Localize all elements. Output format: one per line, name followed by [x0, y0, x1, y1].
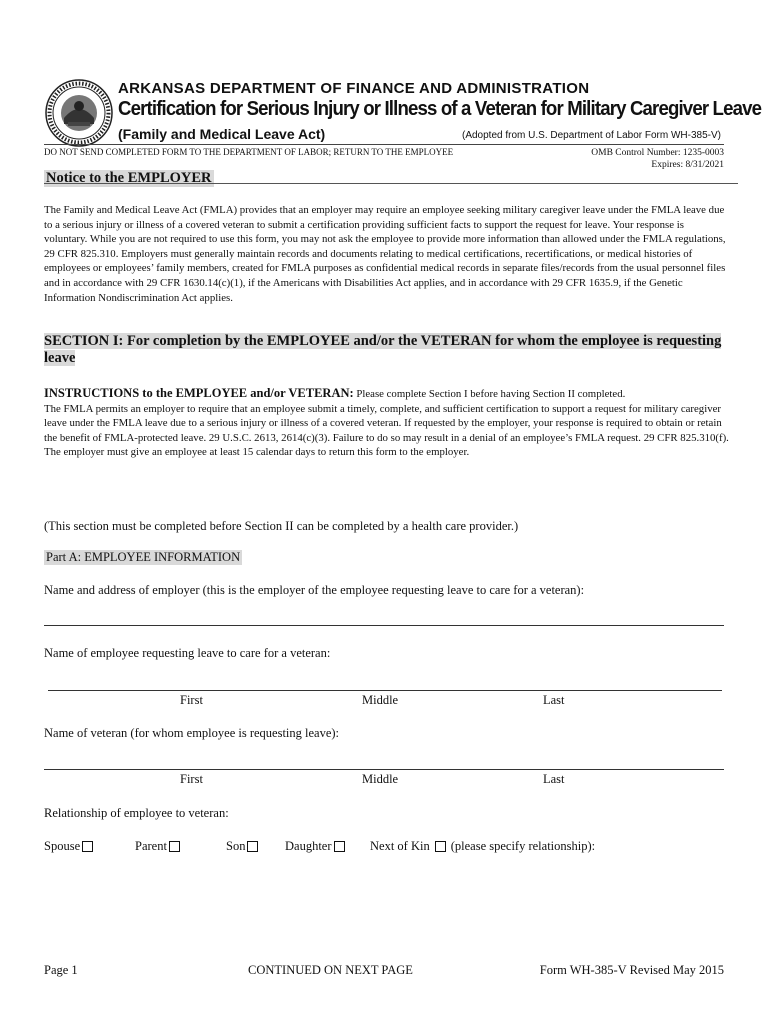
specify-note: (please specify relationship): [450, 839, 596, 853]
option-spouse[interactable] [44, 839, 93, 854]
instructions-first-line: Please complete Section I before having Section II completed. [353, 388, 626, 400]
agency-name: ARKANSAS DEPARTMENT OF FINANCE AND ADMINISTRATION [118, 80, 590, 97]
page-number: Page 1 [44, 963, 78, 977]
notice-heading: Notice to the EMPLOYER [46, 170, 212, 186]
employee-name-question: Name of employee requesting leave to care for a veteran: [44, 646, 331, 660]
instructions-body: The FMLA permits an employer to require that an employee submit a timely, complete, and sufficient certification to support a request for military caregiver leave under the FMLA leave due to a serious injury or illness of a covered veteran. If requested by the employer, your response is required to obtain or retain the benefit of FMLA-protected leave. 29 U.S.C. 2613, 2614(c)(3). Failure to do so may result in a denial of an employee’s FMLA request. 29 CFR 825.310(f). The employer must give an employee at least 15 calendar days to return this form to the employer. [44, 402, 729, 459]
parent-checkbox[interactable] [169, 841, 180, 852]
instructions-block [44, 386, 734, 460]
continued-note: CONTINUED ON NEXT PAGE [248, 963, 413, 977]
return-instruction: DO NOT SEND COMPLETED FORM TO THE DEPARTMENT OF LABOR; RETURN TO THE EMPLOYEE [44, 147, 454, 157]
option-parent[interactable] [135, 839, 180, 854]
section-1-heading [44, 333, 728, 367]
option-son[interactable] [226, 839, 258, 854]
veteran-middle-label: Middle [362, 772, 399, 786]
form-title: Certification for Serious Injury or Illness of a Veteran for Military Caregiver Leave [118, 98, 762, 120]
next-of-kin-label: Next of Kin [370, 839, 430, 853]
form-id: Form WH-385-V Revised May 2015 [539, 963, 724, 977]
option-next-of-kin[interactable] [370, 839, 595, 854]
form-subtitle: (Family and Medical Leave Act) [118, 126, 326, 142]
employee-first-label: First [180, 693, 203, 707]
completion-note: (This section must be completed before Section II can be completed by a health care provider.) [44, 519, 519, 533]
next-of-kin-checkbox[interactable] [435, 841, 446, 852]
omb-info [591, 147, 724, 171]
instructions-label: INSTRUCTIONS to the EMPLOYEE and/or VETERAN: [44, 386, 354, 400]
veteran-name-question: Name of veteran (for whom employee is requesting leave): [44, 726, 340, 740]
daughter-label: Daughter [285, 839, 332, 853]
veteran-first-label: First [180, 772, 203, 786]
notice-divider [44, 183, 738, 184]
omb-control-number: OMB Control Number: 1235-0003 [591, 148, 724, 158]
spouse-checkbox[interactable] [82, 841, 93, 852]
state-seal-logo [44, 78, 114, 148]
header-divider [44, 144, 724, 145]
employer-question: Name and address of employer (this is the employer of the employee requesting leave to care for a veteran): [44, 583, 585, 597]
son-label: Son [226, 839, 246, 853]
section-1-heading-text: SECTION I: For completion by the EMPLOYEE and/or the VETERAN for whom the employee is requesting leave [44, 333, 722, 366]
employee-last-label: Last [543, 693, 565, 707]
employee-name-field[interactable] [48, 690, 722, 691]
relationship-question: Relationship of employee to veteran: [44, 806, 229, 820]
employee-middle-label: Middle [362, 693, 399, 707]
employer-name-address-field[interactable] [44, 625, 724, 626]
son-checkbox[interactable] [247, 841, 258, 852]
veteran-name-field[interactable] [44, 769, 724, 770]
expiration-date: Expires: 8/31/2021 [651, 160, 724, 170]
spouse-label: Spouse [44, 839, 81, 853]
adopted-note: (Adopted from U.S. Department of Labor Form WH-385-V) [462, 130, 721, 141]
notice-body: The Family and Medical Leave Act (FMLA) provides that an employer may require an employee seeking military caregiver leave under the FMLA leave due to a serious injury or illness of a covered veteran to submit a certification providing sufficient facts to support the request for leave. Your response is voluntary. While you are not required to use this form, you may not ask the employee to provide more information than allowed under the FMLA regulations, 29 CFR 825.310. Employers must generally maintain records and documents relating to medical certifications, recertifications, or medical histories of employees or employees’ family members, created for FMLA purposes as confidential medical records in separate files/records from the usual personnel files and in accordance with 29 CFR 1630.14(c)(1), if the Americans with Disabilities Act applies, and in accordance with 29 CFR 1635.9, if the Genetic Information Nondiscrimination Act applies. [44, 204, 726, 304]
parent-label: Parent [135, 839, 167, 853]
daughter-checkbox[interactable] [334, 841, 345, 852]
veteran-last-label: Last [543, 772, 565, 786]
option-daughter[interactable] [285, 839, 345, 854]
part-a-heading: Part A: EMPLOYEE INFORMATION [46, 550, 241, 564]
